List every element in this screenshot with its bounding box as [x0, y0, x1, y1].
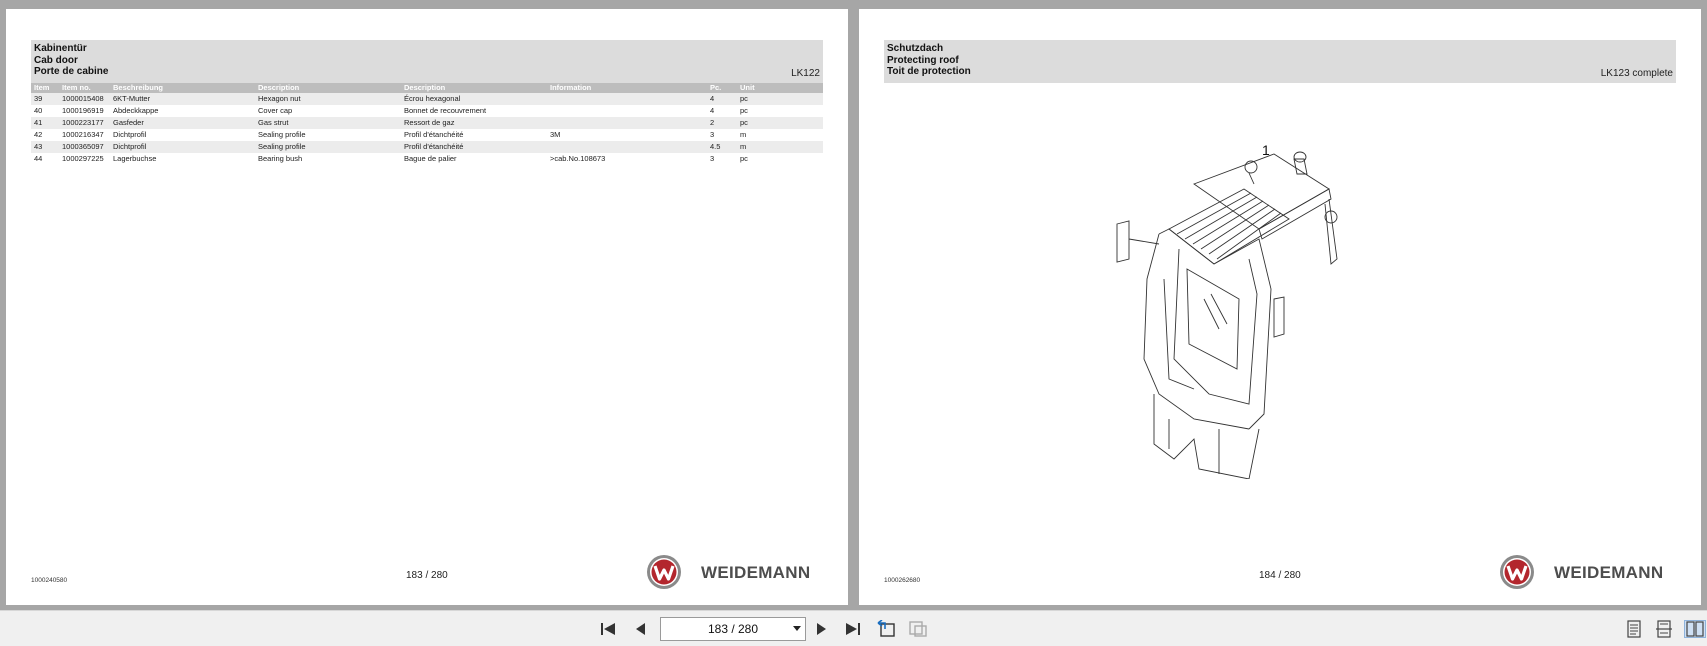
- back-button[interactable]: [876, 620, 896, 638]
- title-de: Kabinentür: [34, 43, 87, 54]
- cell: Gasfeder: [110, 117, 255, 129]
- section-header: [31, 40, 823, 83]
- cell: Abdeckkappe: [113, 106, 159, 115]
- cell: pc: [740, 154, 748, 163]
- col-description-fr: Description: [401, 83, 547, 93]
- col-item-no: Item no.: [59, 83, 110, 93]
- weidemann-emblem-icon: [1499, 554, 1535, 590]
- brand-wordmark: WEIDEMANN: [701, 563, 811, 582]
- cell: Sealing profile: [258, 130, 306, 139]
- cell: [547, 105, 707, 117]
- cab-roof-drawing: [1099, 129, 1399, 479]
- table-row: [31, 93, 823, 105]
- table-row: [31, 105, 823, 117]
- forward-icon: [908, 620, 928, 638]
- cell: 1000216347: [62, 130, 104, 139]
- single-page-view-button[interactable]: [1624, 620, 1644, 638]
- forward-button[interactable]: [908, 620, 928, 638]
- cell: Profil d'étanchéité: [401, 141, 547, 153]
- left-page: [6, 9, 848, 605]
- cell: pc: [740, 106, 748, 115]
- single-page-icon: [1627, 620, 1641, 638]
- chevron-down-icon: [793, 626, 801, 631]
- cell: >cab.No.108673: [550, 154, 606, 163]
- section-code: LK123 complete: [1600, 68, 1673, 79]
- cell: 3: [710, 130, 715, 139]
- next-page-button[interactable]: [812, 620, 832, 638]
- page-number: 184 / 280: [1259, 570, 1301, 581]
- section-header: [884, 40, 1676, 83]
- cell: Sealing profile: [255, 141, 401, 153]
- cell: [547, 117, 707, 129]
- cell: 6KT-Mutter: [110, 93, 255, 105]
- right-page: [859, 9, 1701, 605]
- cell: 1000015408: [59, 93, 110, 105]
- col-item: Item: [31, 83, 59, 93]
- prev-page-icon: [633, 621, 647, 637]
- continuous-view-button[interactable]: [1654, 620, 1674, 638]
- two-page-view-button[interactable]: [1684, 620, 1706, 638]
- cell: 1000196919: [62, 106, 104, 115]
- cell: pc: [737, 117, 823, 129]
- back-icon: [876, 620, 896, 638]
- cell: [547, 93, 707, 105]
- table-row: [31, 117, 823, 129]
- next-page-icon: [815, 621, 829, 637]
- brand-logo: [646, 554, 831, 594]
- table-row: [31, 153, 823, 165]
- title-fr: Porte de cabine: [34, 66, 109, 77]
- doc-id: 1000240580: [31, 577, 68, 584]
- table-header-row: [31, 83, 823, 93]
- section-code: LK122: [791, 68, 820, 79]
- last-page-icon: [844, 621, 862, 637]
- last-page-button[interactable]: [843, 620, 863, 638]
- brand-wordmark: WEIDEMANN: [1554, 563, 1664, 582]
- col-pc: Pc.: [707, 83, 737, 93]
- cell: pc: [737, 93, 823, 105]
- col-beschreibung: Beschreibung: [110, 83, 255, 93]
- cell: Bague de palier: [404, 154, 457, 163]
- table-row: [31, 141, 823, 153]
- table-row: [31, 129, 823, 141]
- title-en: Cab door: [34, 55, 78, 66]
- col-description-en: Description: [255, 83, 401, 93]
- cell: Ressort de gaz: [401, 117, 547, 129]
- cell: Lagerbuchse: [113, 154, 157, 163]
- col-information: Information: [547, 83, 707, 93]
- title-de: Schutzdach: [887, 43, 944, 54]
- title-en: Protecting roof: [887, 55, 959, 66]
- cell: Profil d'étanchéité: [404, 130, 464, 139]
- cell: 3: [710, 154, 715, 163]
- cell: Dichtprofil: [113, 130, 147, 139]
- page-selector-value: 183 / 280: [707, 622, 759, 636]
- cell: 1000297225: [62, 154, 104, 163]
- parts-table: [31, 83, 823, 165]
- col-unit: Unit: [737, 83, 823, 93]
- cell: 2: [707, 117, 737, 129]
- doc-id: 1000262680: [884, 577, 921, 584]
- cell: 4: [710, 106, 715, 115]
- first-page-button[interactable]: [598, 620, 618, 638]
- page-number: 183 / 280: [406, 570, 448, 581]
- cell: 1000223177: [59, 117, 110, 129]
- cell: m: [740, 130, 747, 139]
- cell: 43: [31, 141, 59, 153]
- prev-page-button[interactable]: [630, 620, 650, 638]
- cell: 4.5: [707, 141, 737, 153]
- weidemann-emblem-icon: [646, 554, 682, 590]
- cell: 41: [31, 117, 59, 129]
- two-page-icon: [1686, 621, 1704, 637]
- first-page-icon: [599, 621, 617, 637]
- callout-label: 1: [1262, 142, 1270, 158]
- page-selector[interactable]: [660, 617, 806, 641]
- cell: 39: [31, 93, 59, 105]
- cell: 44: [34, 154, 43, 163]
- cell: 4: [707, 93, 737, 105]
- cell: 3M: [550, 130, 561, 139]
- cell: Gas strut: [255, 117, 401, 129]
- cell: 1000365097: [59, 141, 110, 153]
- viewer-toolbar: [0, 610, 1707, 646]
- brand-logo: [1499, 554, 1684, 594]
- cell: Cover cap: [258, 106, 293, 115]
- cell: 42: [34, 130, 43, 139]
- cell: [547, 141, 707, 153]
- cell: Dichtprofil: [110, 141, 255, 153]
- cell: Bonnet de recouvrement: [404, 106, 487, 115]
- cell: Bearing bush: [258, 154, 303, 163]
- cell: Hexagon nut: [255, 93, 401, 105]
- cell: 40: [34, 106, 43, 115]
- cell: Écrou hexagonal: [401, 93, 547, 105]
- title-fr: Toit de protection: [887, 66, 971, 77]
- cell: m: [737, 141, 823, 153]
- continuous-icon: [1656, 620, 1672, 638]
